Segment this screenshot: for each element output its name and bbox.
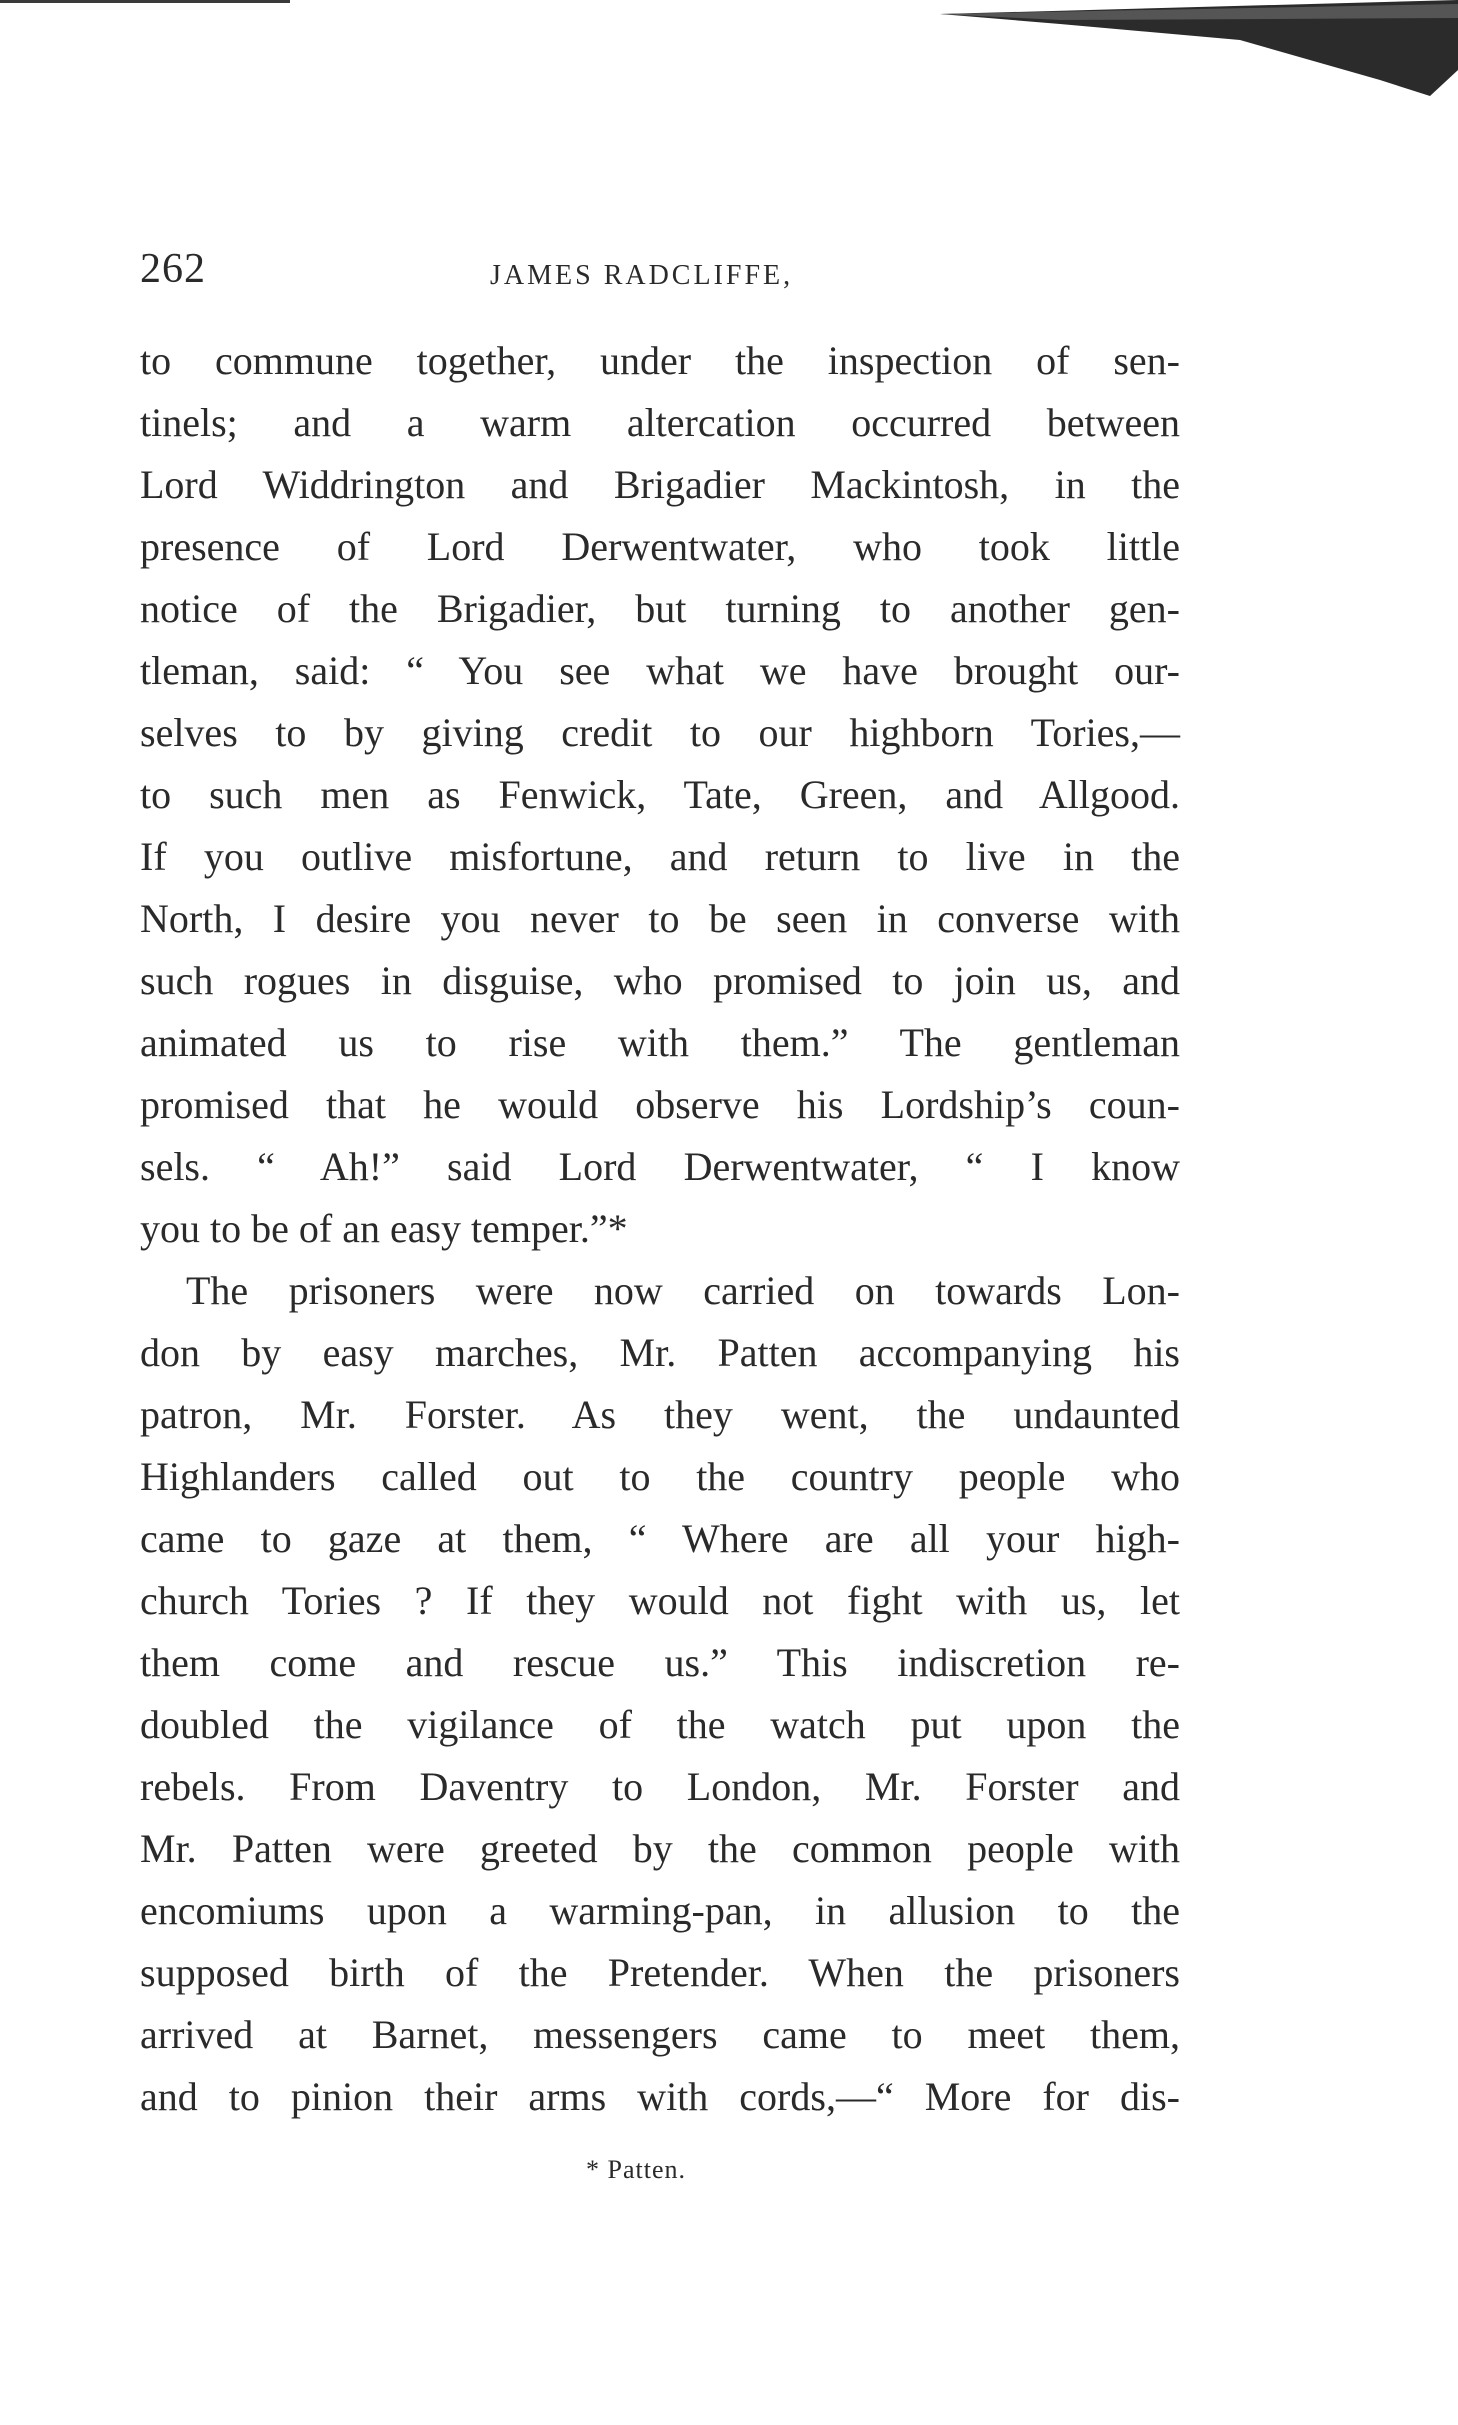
text-line: North, I desire you never to be seen in converse with — [140, 896, 1180, 941]
running-title: JAMES RADCLIFFE, — [490, 260, 794, 291]
text-line: notice of the Brigadier, but turning to another gen- — [140, 586, 1180, 631]
text-line: arrived at Barnet, messengers came to meet them, — [140, 2012, 1180, 2057]
text-line: you to be of an easy temper.”* — [140, 1206, 628, 1251]
text-line: to such men as Fenwick, Tate, Green, and Allgood. — [140, 772, 1180, 817]
text-line: Mr. Patten were greeted by the common people with — [140, 1826, 1180, 1871]
text-line: came to gaze at them, “ Where are all your high- — [140, 1516, 1180, 1561]
text-line: to commune together, under the inspection of sen- — [140, 338, 1180, 383]
page-corner-shadow — [940, 0, 1458, 110]
text-line: If you outlive misfortune, and return to live in the — [140, 834, 1180, 879]
text-line: such rogues in disguise, who promised to join us, and — [140, 958, 1180, 1003]
text-line: tleman, said: “ You see what we have brought our- — [140, 648, 1180, 693]
footnote: * Patten. — [586, 2155, 686, 2184]
text-line: Highlanders called out to the country people who — [140, 1454, 1180, 1499]
text-line: animated us to rise with them.” The gentleman — [140, 1020, 1180, 1065]
running-head — [140, 245, 1180, 305]
text-line: Lord Widdrington and Brigadier Mackintosh, in the — [140, 462, 1180, 507]
text-line: don by easy marches, Mr. Patten accompanying his — [140, 1330, 1180, 1375]
text-line: them come and rescue us.” This indiscretion re- — [140, 1640, 1180, 1685]
text-line: encomiums upon a warming-pan, in allusion to the — [140, 1888, 1180, 1933]
text-line: supposed birth of the Pretender. When the prisoners — [140, 1950, 1180, 1995]
top-edge-rule — [0, 0, 290, 3]
text-line: patron, Mr. Forster. As they went, the undaunted — [140, 1392, 1180, 1437]
text-line: church Tories ? If they would not fight with us, let — [140, 1578, 1180, 1623]
body-text — [140, 330, 1180, 2128]
text-line: selves to by giving credit to our highborn Tories,— — [140, 710, 1180, 755]
text-line: rebels. From Daventry to London, Mr. Forster and — [140, 1764, 1180, 1809]
text-line: sels. “ Ah!” said Lord Derwentwater, “ I know — [140, 1144, 1180, 1189]
page-number: 262 — [140, 246, 206, 292]
text-line: doubled the vigilance of the watch put upon the — [140, 1702, 1180, 1747]
text-line: The prisoners were now carried on towards Lon- — [186, 1268, 1180, 1313]
text-line: presence of Lord Derwentwater, who took little — [140, 524, 1180, 569]
text-line: and to pinion their arms with cords,—“ More for dis- — [140, 2074, 1180, 2119]
text-line: tinels; and a warm altercation occurred between — [140, 400, 1180, 445]
text-line: promised that he would observe his Lordship’s coun- — [140, 1082, 1180, 1127]
